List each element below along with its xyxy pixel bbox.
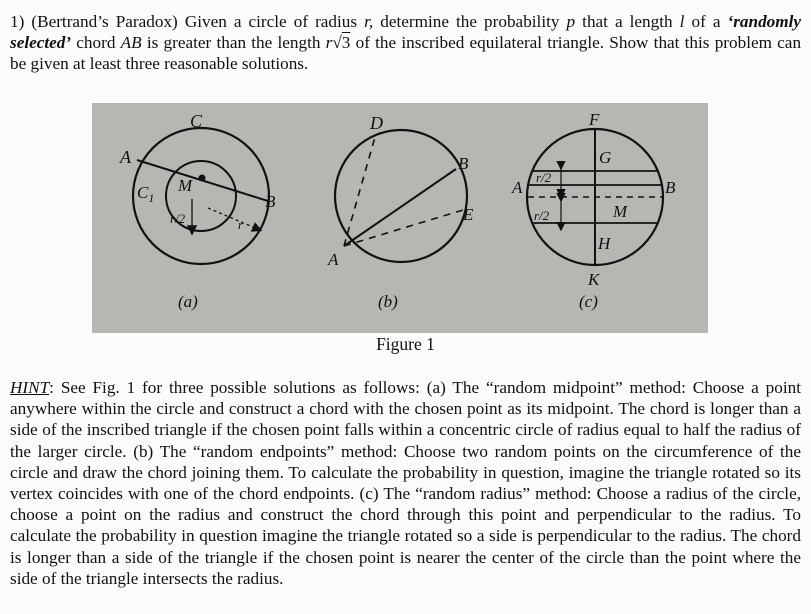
- midpoint-m: [199, 175, 206, 182]
- diagram-c: [511, 110, 676, 311]
- label-a-A: A: [120, 147, 131, 167]
- problem-number: 1): [10, 12, 25, 31]
- diagram-a: [119, 111, 276, 311]
- label-b-E: E: [463, 205, 474, 224]
- label-a-r: r: [238, 217, 244, 232]
- diagram-b: [327, 113, 474, 311]
- figure-drawing: [92, 103, 708, 333]
- chord-ae-b: [344, 210, 463, 246]
- label-c-G: G: [599, 148, 612, 167]
- chord-ab-b: [344, 169, 456, 246]
- label-c-M: M: [613, 202, 628, 221]
- circle-b: [335, 130, 467, 262]
- label-a-C1: $C_1$: [137, 183, 155, 205]
- hint-label: HINT: [10, 378, 50, 397]
- hint-paragraph: [10, 377, 801, 589]
- label-a-M: M: [178, 176, 193, 195]
- label-a-rhalf: r/2: [170, 211, 186, 226]
- sublabel-b: (b): [378, 292, 398, 311]
- sublabel-c: (c): [579, 292, 598, 311]
- hint-text: : See Fig. 1 for three possible solutions as follows: (a) The “random midpoint” method: Choose a point anywhere within the circle and construct a chord with the chosen point as its midpoint. The chord is longer than a side of the inscribed triangle if the chosen point falls within a concentric circle of radius equal to half the radius of the larger circle. (b) The “random endpoints” method: Choose two random points on the circumference of the circle and draw the chord joining them. To calculate the probability in question, imagine the triangle rotated so its vertex coincides with one of the chord endpoints. (c) The “random radius” method: Choose a radius of the circle, choose a point on the radius and construct the chord through this point and perpendicular to the radius. To calculate the probability in question imagine the triangle rotated so a side is perpendicular to the radius. The chord is longer than a side of the triangle if the chosen point is nearer the center of the circle than the point where the side of the triangle intersects the radius.: [10, 378, 801, 588]
- label-b-B: B: [458, 154, 469, 173]
- problem-statement: 1) (Bertrand’s Paradox) Given a circle of radius r, determine the probability p that a length l of a ‘randomly selected’ chord AB is greater than the length r√3 of the inscribed equilateral triangle. Show that this problem can be given at least three reasonable solutions.: [10, 12, 802, 74]
- quoted-term: ‘randomly selected’: [10, 12, 802, 53]
- sublabel-a: (a): [178, 292, 198, 311]
- label-c-rhalf-bottom: r/2: [534, 208, 550, 223]
- label-c-B: B: [665, 178, 676, 197]
- label-a-B: B: [265, 192, 276, 211]
- figure-caption: Figure 1: [376, 334, 435, 354]
- length-expression: r√3: [325, 33, 351, 53]
- figure-panel: [92, 103, 708, 333]
- label-c-rhalf-top: r/2: [536, 170, 552, 185]
- label-c-H: H: [598, 234, 611, 253]
- label-b-A: A: [328, 250, 339, 269]
- label-a-C: C: [190, 111, 203, 131]
- label-c-A: A: [512, 178, 523, 197]
- label-c-F: F: [589, 110, 600, 129]
- chord-ad-b: [344, 137, 375, 246]
- label-b-D: D: [370, 113, 383, 133]
- label-c-K: K: [588, 270, 600, 289]
